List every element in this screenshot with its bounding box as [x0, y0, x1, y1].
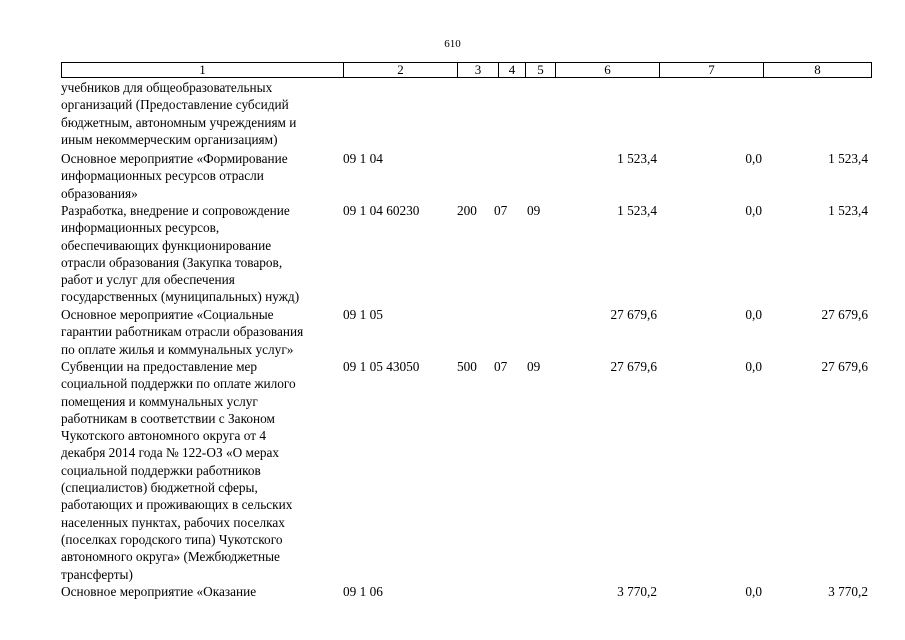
row-value-8: 1 523,4 [828, 203, 868, 218]
header-col-1: 1 [62, 63, 344, 77]
row-name: Основное мероприятие «Оказание [61, 584, 257, 599]
row-name: учебников для общеобразовательных организаций (Предоставление субсидий бюджетным, автономным учреждениям и иным некоммерческим организациям) [61, 80, 297, 147]
row-col-5: 09 [527, 203, 541, 218]
row-name: Разработка, внедрение и сопровождение информационных ресурсов, обеспечивающих функционирование отрасли образования (Закупка товаров, работ и услуг для обеспечения государственных (муниципальных) нужд) [61, 203, 300, 305]
row-col-4: 07 [494, 359, 508, 374]
row-name: Основное мероприятие «Социальные гарантии работникам отрасли образования по оплате жилья и коммунальных услуг» [61, 307, 304, 357]
row-value-8: 27 679,6 [821, 307, 868, 322]
row-code: 09 1 05 43050 [343, 359, 420, 374]
row-col-5: 09 [527, 359, 541, 374]
header-col-7: 7 [660, 63, 764, 77]
table-header [61, 62, 872, 78]
header-col-5: 5 [526, 63, 556, 77]
row-code: 09 1 04 60230 [343, 203, 420, 218]
row-value-6: 1 523,4 [617, 151, 657, 166]
row-code: 09 1 04 [343, 151, 383, 166]
row-name: Основное мероприятие «Формирование информационных ресурсов отрасли образования» [61, 151, 288, 201]
row-value-8: 1 523,4 [828, 151, 868, 166]
header-col-2: 2 [344, 63, 458, 77]
row-name: Субвенции на предоставление мер социальной поддержки по оплате жилого помещения и коммунальных услуг работникам в соответствии с Законом Чукотского автономного округа от 4 декабря 2014 года № 122-ОЗ «О мерах социальной поддержки работников (специалистов) бюджетной сферы, работающих и проживающих в сельских населенных пунктах, рабочих поселках (поселках городского типа) Чукотского автономного округа» (Межбюджетные трансферты) [61, 359, 296, 582]
header-col-8: 8 [814, 62, 821, 77]
header-col-3: 3 [458, 63, 499, 77]
page-number: 610 [444, 38, 461, 50]
row-value-6: 1 523,4 [617, 203, 657, 218]
row-value-7: 0,0 [745, 307, 762, 322]
row-value-7: 0,0 [745, 359, 762, 374]
row-value-7: 0,0 [745, 151, 762, 166]
row-col-4: 07 [494, 203, 508, 218]
header-col-4: 4 [499, 63, 526, 77]
row-value-8: 27 679,6 [821, 359, 868, 374]
row-value-6: 27 679,6 [610, 359, 657, 374]
row-col-3: 500 [457, 359, 477, 374]
row-value-6: 3 770,2 [617, 584, 657, 599]
row-code: 09 1 05 [343, 307, 383, 322]
row-code: 09 1 06 [343, 584, 383, 599]
row-value-7: 0,0 [745, 584, 762, 599]
row-value-6: 27 679,6 [610, 307, 657, 322]
row-value-7: 0,0 [745, 203, 762, 218]
row-col-3: 200 [457, 203, 477, 218]
row-value-8: 3 770,2 [828, 584, 868, 599]
header-col-6: 6 [556, 63, 660, 77]
